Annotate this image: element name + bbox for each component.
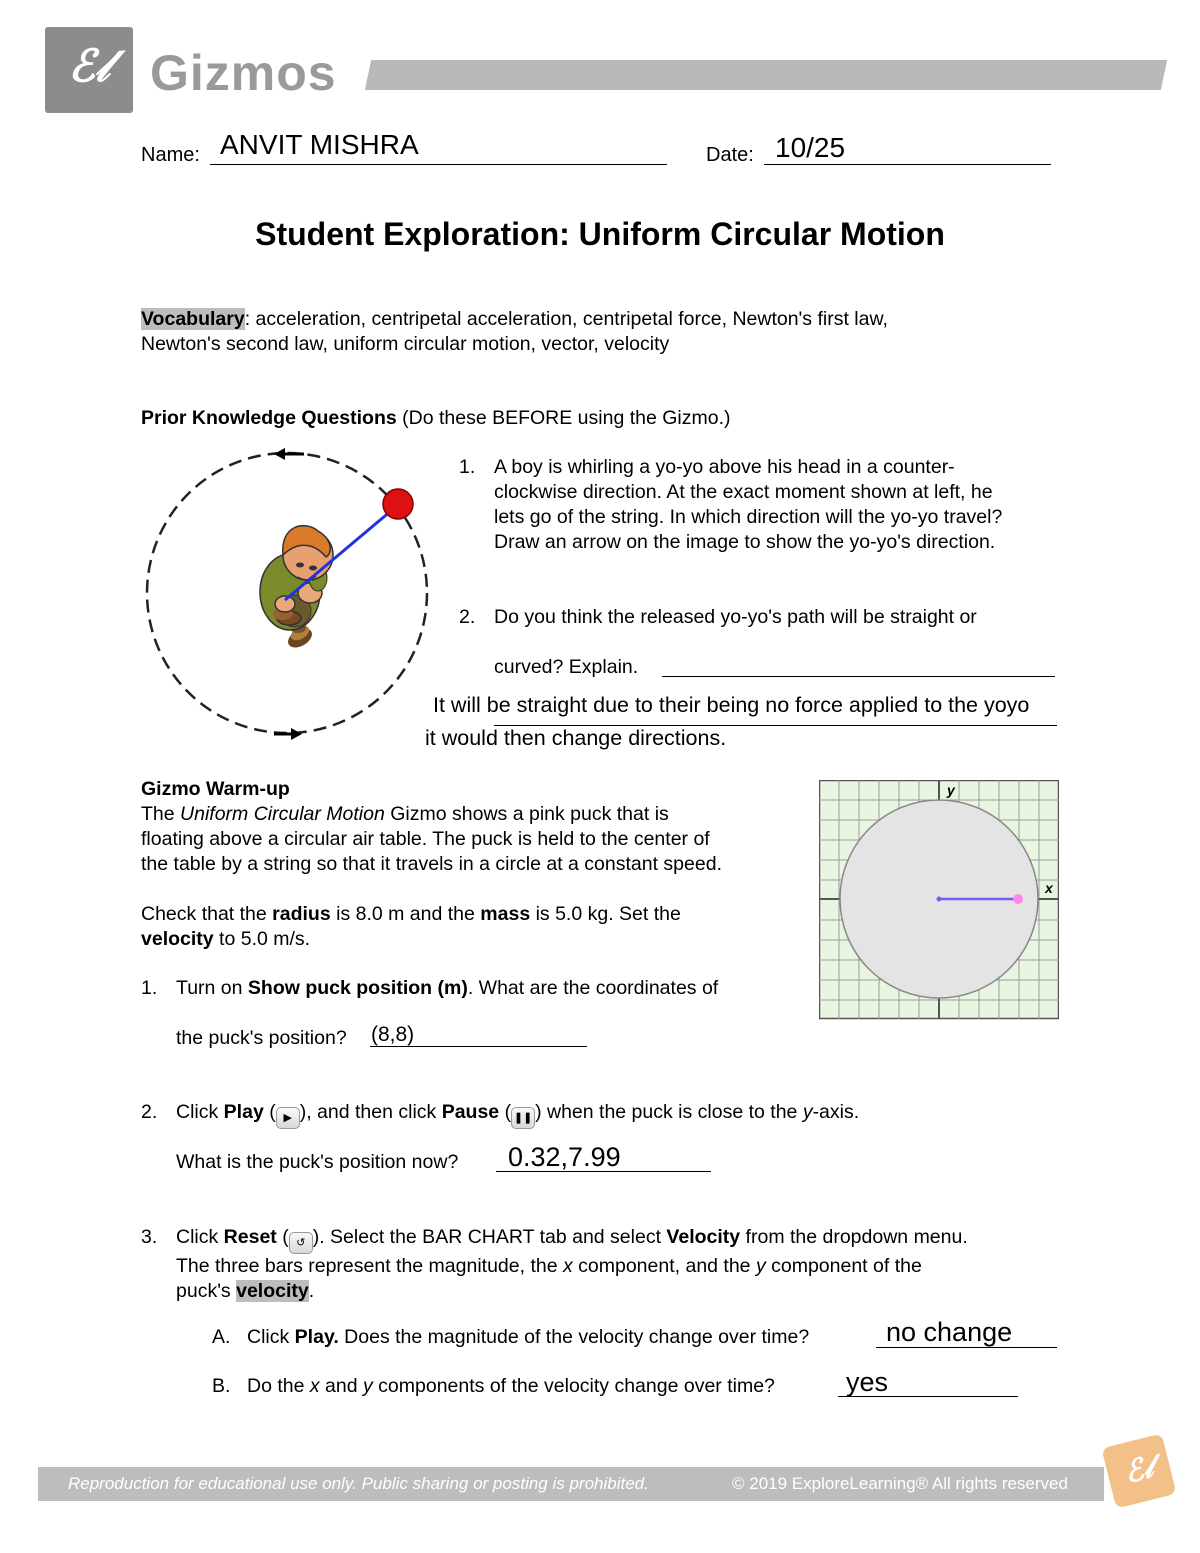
arrow-bottom-icon — [274, 728, 302, 740]
prior-q1-line: Draw an arrow on the image to show the yo-yo's direction. — [494, 531, 996, 553]
warmup-q3-text — [176, 1225, 1096, 1304]
warmup-text: Check that the — [141, 903, 273, 925]
warmup-text: Click — [176, 1101, 224, 1123]
answer-underline-1 — [662, 676, 1055, 677]
warmup-text: x — [562, 1255, 573, 1277]
prior-q1-text — [494, 455, 1094, 555]
arrow-top-icon — [274, 448, 304, 460]
name-label: Name: — [141, 144, 200, 166]
warmup-q2-answer[interactable]: 0.32,7.99 — [508, 1142, 621, 1172]
warmup-q1-line2: the puck's position? — [176, 1027, 347, 1049]
warmup-intro — [141, 777, 801, 877]
warmup-text: ), and then click — [299, 1101, 442, 1123]
warmup-text: ( — [499, 1101, 512, 1123]
prior-q2-line2: curved? Explain. — [494, 656, 639, 678]
velocity-highlight: velocity — [236, 1280, 309, 1302]
prior-heading-note: (Do these BEFORE using the Gizmo.) — [396, 407, 731, 429]
brand-name: Gizmos — [150, 45, 337, 101]
play-term: Play — [223, 1101, 264, 1123]
warmup-q1-text — [176, 976, 796, 1001]
warmup-text: ) when the puck is close to the — [535, 1101, 803, 1123]
gizmos-logo — [45, 27, 133, 113]
footer-logo-mark: ℰ𝓁 — [1121, 1450, 1157, 1491]
warmup-text: The three bars represent the magnitude, the — [176, 1255, 563, 1277]
warmup-text: . — [308, 1280, 315, 1302]
warmup-q3a-text — [247, 1325, 887, 1350]
warmup-text: component, and the — [572, 1255, 756, 1277]
warmup-text: is 5.0 kg. Set the — [530, 903, 681, 925]
play-term: Play. — [294, 1326, 339, 1348]
warmup-text: x — [309, 1375, 320, 1397]
warmup-q3a-answer[interactable]: no change — [886, 1317, 1013, 1347]
warmup-q3b-number: B. — [212, 1375, 231, 1397]
warmup-text: Do the — [247, 1375, 310, 1397]
warmup-q2-number: 2. — [141, 1101, 158, 1123]
header-bar — [365, 60, 1167, 90]
graph-x-label: x — [1045, 880, 1053, 896]
warmup-text: ( — [263, 1101, 276, 1123]
prior-q1-line: lets go of the string. In which direction will the yo-yo travel? — [494, 506, 1003, 528]
prior-q2-answer-line2[interactable]: it would then change directions. — [425, 726, 727, 750]
warmup-text: and — [319, 1375, 363, 1397]
page-title: Student Exploration: Uniform Circular Motion — [255, 216, 945, 252]
warmup-text: y — [363, 1375, 373, 1397]
pause-icon[interactable]: ❚❚ — [511, 1107, 535, 1129]
prior-q2-number: 2. — [459, 606, 476, 628]
gizmo-name: Uniform Circular Motion — [180, 803, 385, 825]
warmup-text: floating above a circular air table. The puck is held to the center of — [141, 828, 710, 850]
name-underline — [210, 164, 667, 165]
warmup-q1-number: 1. — [141, 977, 158, 999]
radius-term: radius — [272, 903, 331, 925]
footer-notice: Reproduction for educational use only. Public sharing or posting is prohibited. — [68, 1474, 649, 1493]
warmup-text: y — [755, 1255, 766, 1277]
vocabulary-line1: : acceleration, centripetal acceleration, centripetal force, Newton's first law, — [244, 308, 888, 330]
warmup-text: The — [141, 803, 181, 825]
warmup-text: Turn on — [176, 977, 248, 999]
warmup-text: Click — [176, 1226, 224, 1248]
show-puck-position-term: Show puck position (m) — [247, 977, 468, 999]
vocabulary — [141, 307, 1101, 357]
warmup-text: . What are the coordinates of — [467, 977, 719, 999]
warmup-q2-line2: What is the puck's position now? — [176, 1151, 459, 1173]
date-field[interactable]: 10/25 — [775, 132, 846, 163]
gizmos-logo-mark: ℰ𝓁 — [68, 41, 110, 92]
yoyo-illustration[interactable] — [140, 445, 440, 745]
warmup-q3b-text — [247, 1374, 847, 1399]
warmup-text: -axis. — [812, 1101, 860, 1123]
footer-copyright: © 2019 ExploreLearning® All rights reserved — [732, 1474, 1068, 1493]
prior-knowledge-heading — [141, 406, 731, 431]
table-center — [937, 897, 942, 902]
warmup-text: components of the velocity change over time? — [372, 1375, 775, 1397]
warmup-text: from the dropdown menu. — [740, 1226, 968, 1248]
warmup-text: ). Select the BAR CHART tab and select — [312, 1226, 667, 1248]
warmup-q3-number: 3. — [141, 1226, 158, 1248]
warmup-text: the table by a string so that it travels in a circle at a constant speed. — [141, 853, 722, 875]
prior-q1-line: clockwise direction. At the exact moment shown at left, he — [494, 481, 993, 503]
warmup-heading: Gizmo Warm-up — [141, 778, 290, 800]
play-icon[interactable]: ▶ — [276, 1107, 300, 1129]
warmup-text: Does the magnitude of the velocity change over time? — [338, 1326, 810, 1348]
warmup-q2-text — [176, 1100, 1076, 1129]
puck — [1013, 894, 1023, 904]
prior-q2-answer-line1[interactable]: It will be straight due to their being no force applied to the yoyo — [433, 693, 1030, 717]
prior-q1-number: 1. — [459, 456, 476, 478]
reset-term: Reset — [223, 1226, 277, 1248]
pause-term: Pause — [441, 1101, 500, 1123]
vocabulary-label: Vocabulary — [141, 308, 245, 330]
prior-heading-bold: Prior Knowledge Questions — [141, 407, 397, 429]
warmup-text: is 8.0 m and the — [330, 903, 481, 925]
warmup-q1-answer[interactable]: (8,8) — [371, 1023, 415, 1046]
warmup-text: Click — [247, 1326, 295, 1348]
yoyo — [383, 489, 413, 519]
vocabulary-line2: Newton's second law, uniform circular motion, vector, velocity — [141, 333, 670, 355]
name-field[interactable]: ANVIT MISHRA — [220, 129, 419, 160]
graph-y-label: y — [947, 782, 955, 798]
prior-q2-line1: Do you think the released yo-yo's path will be straight or — [494, 606, 977, 628]
warmup-text: Gizmo shows a pink puck that is — [384, 803, 669, 825]
warmup-text: component of the — [765, 1255, 922, 1277]
warmup-q3b-answer[interactable]: yes — [846, 1367, 889, 1397]
warmup-text: ( — [276, 1226, 289, 1248]
warmup-q3a-number: A. — [212, 1326, 231, 1348]
date-underline — [764, 164, 1051, 165]
reset-icon[interactable]: ↺ — [289, 1232, 313, 1254]
explorelearning-logo — [1101, 1433, 1176, 1508]
warmup-text: to 5.0 m/s. — [213, 928, 311, 950]
velocity-term: velocity — [141, 928, 214, 950]
gizmo-position-graph[interactable] — [819, 780, 1059, 1020]
warmup-text: puck's — [176, 1280, 237, 1302]
prior-q1-line: A boy is whirling a yo-yo above his head in a counter- — [494, 456, 955, 478]
date-label: Date: — [706, 144, 754, 166]
warmup-settings — [141, 902, 801, 952]
mass-term: mass — [480, 903, 531, 925]
velocity-dropdown-term: Velocity — [666, 1226, 741, 1248]
warmup-text: y — [802, 1101, 813, 1123]
